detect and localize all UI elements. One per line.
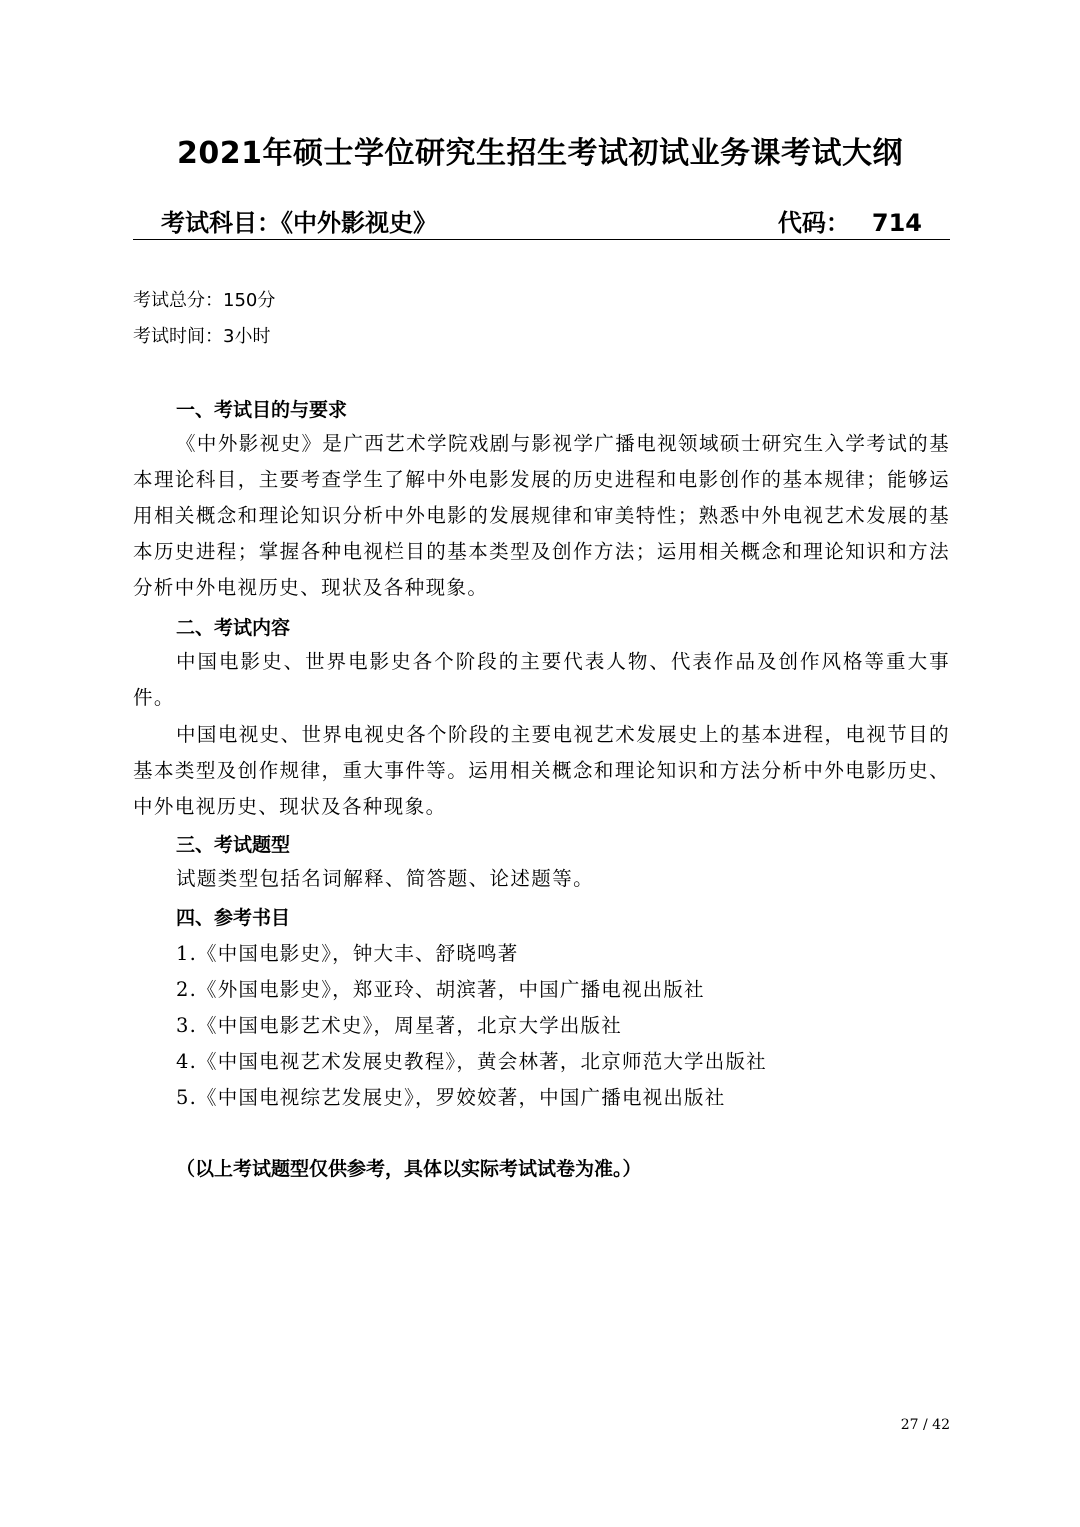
reference-item: 4.《中国电视艺术发展史教程》，黄会林著，北京师范大学出版社 bbox=[176, 1050, 767, 1073]
section-paragraph-content-film: 中国电影史、世界电影史各个阶段的主要代表人物、代表作品及创作风格等重大事件。 bbox=[133, 650, 950, 709]
document-title: 2021年硕士学位研究生招生考试初试业务课考试大纲 bbox=[177, 136, 903, 171]
section-heading-references: 四、参考书目 bbox=[176, 907, 291, 929]
reference-item: 1.《中国电影史》，钟大丰、舒晓鸣著 bbox=[176, 942, 519, 965]
code-label: 代码： bbox=[777, 209, 850, 237]
reference-item: 3.《中国电影艺术史》，周星著，北京大学出版社 bbox=[176, 1014, 622, 1037]
code-block bbox=[778, 203, 922, 238]
subject-code-row bbox=[133, 203, 950, 240]
section-heading-content: 二、考试内容 bbox=[176, 617, 291, 639]
section-paragraph-purpose: 《中外影视史》是广西艺术学院戏剧与影视学广播电视领域硕士研究生入学考试的基本理论科目，主要考查学生了解中外电影发展的历史进程和电影创作的基本规律；能够运用相关概念和理论知识分析中外电影的发展规律和审美特性；熟悉中外电视艺术发展的基本历史进程；掌握各种电视栏目的基本类型及创作方法；运用相关概念和理论知识和方法分析中外电视历史、现状及各种现象。 bbox=[133, 432, 950, 599]
page-number: 27 / 42 bbox=[900, 1417, 950, 1433]
total-score: 考试总分：150分 bbox=[133, 290, 276, 311]
section-heading-purpose: 一、考试目的与要求 bbox=[176, 399, 348, 421]
footnote: （以上考试题型仅供参考，具体以实际考试试卷为准。） bbox=[176, 1158, 642, 1180]
section-heading-question-types: 三、考试题型 bbox=[176, 834, 291, 856]
subject-label: 考试科目：《中外影视史》 bbox=[161, 209, 437, 237]
section-paragraph-content-tv: 中国电视史、世界电视史各个阶段的主要电视艺术发展史上的基本进程，电视节目的基本类型及创作规律，重大事件等。运用相关概念和理论知识和方法分析中外电影历史、中外电视历史、现状及各种现象。 bbox=[133, 723, 950, 818]
reference-item: 5.《中国电视综艺发展史》，罗姣姣著，中国广播电视出版社 bbox=[176, 1086, 726, 1109]
reference-item: 2.《外国电影史》，郑亚玲、胡滨著，中国广播电视出版社 bbox=[176, 978, 705, 1001]
section-paragraph-question-types: 试题类型包括名词解释、简答题、论述题等。 bbox=[176, 867, 595, 890]
exam-time: 考试时间：3小时 bbox=[133, 326, 271, 347]
code-value: 714 bbox=[871, 209, 922, 237]
